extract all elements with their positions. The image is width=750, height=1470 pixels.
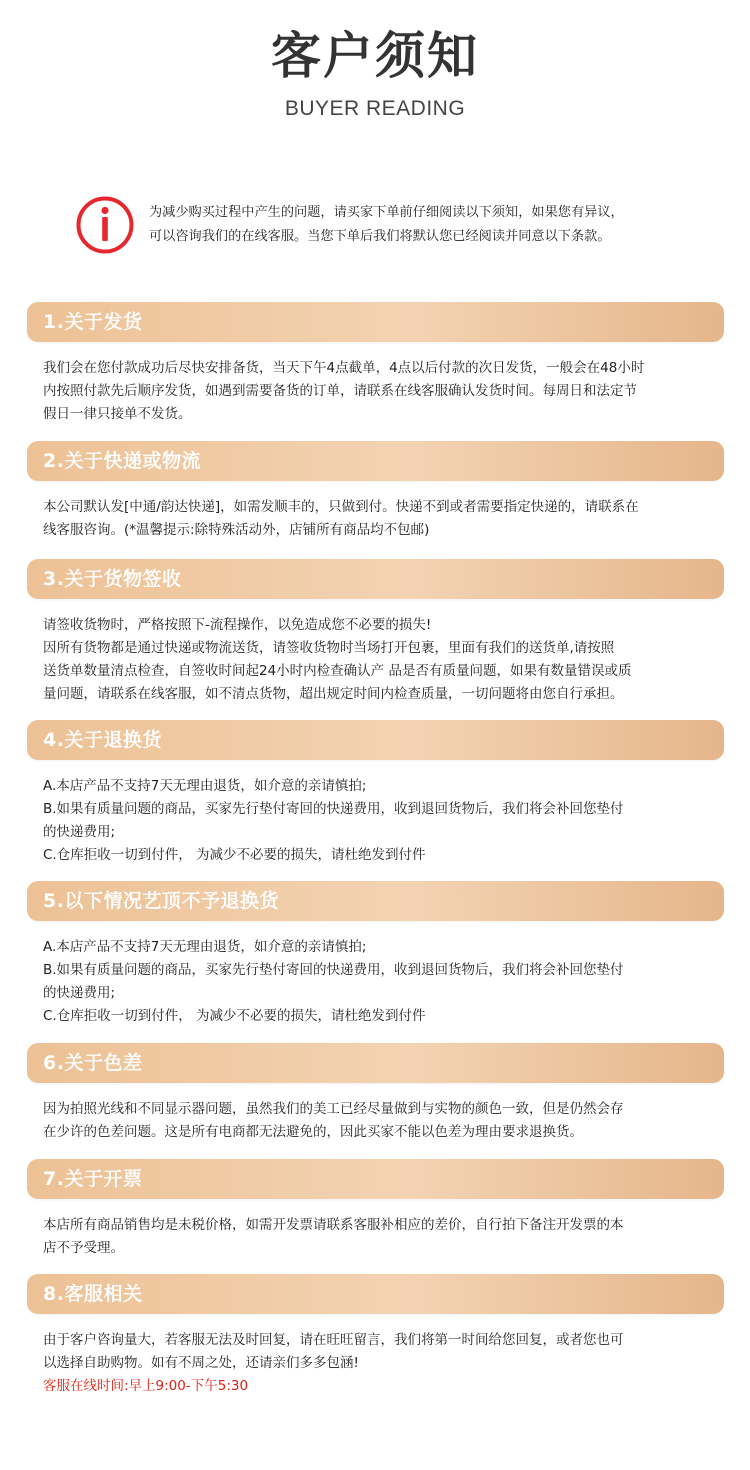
body-line: A.本店产品不支持7天无理由退货，如介意的亲请慎拍;: [43, 939, 367, 955]
notice-block: [75, 195, 725, 255]
section-heading: 6.关于色差: [43, 1052, 143, 1074]
section-heading: 3.关于货物签收: [43, 568, 182, 590]
body-line: C.仓库拒收一切到付件， 为减少不必要的损失，请杜绝发到付件: [43, 847, 426, 863]
body-line: 因为拍照光线和不同显示器问题，虽然我们的美工已经尽量做到与实物的颜色一致，但是仍然会存: [43, 1101, 624, 1117]
notice-text: [149, 201, 719, 249]
body-line: 由于客户咨询量大，若客服无法及时回复，请在旺旺留言，我们将第一时间给您回复，或者您也可: [43, 1332, 624, 1348]
body-line: 我们会在您付款成功后尽快安排备货，当天下午4点截单，4点以后付款的次日发货，一般会在48小时: [43, 360, 645, 376]
section-header-color: [27, 1043, 724, 1083]
body-line: 送货单数量清点检查，自签收时间起24小时内检查确认产 品是否有质量问题，如果有数量错误或质: [43, 663, 632, 679]
section-heading: 2.关于快递或物流: [43, 450, 201, 472]
section-header-delivery: [27, 441, 724, 481]
body-line: 的快递费用;: [43, 985, 116, 1001]
body-line: 因所有货物都是通过快递或物流送货，请签收货物时当场打开包裹，里面有我们的送货单,请按照: [43, 640, 615, 656]
section-header-invoice: [27, 1159, 724, 1199]
section-header-no-returns: [27, 881, 724, 921]
section-body-returns: [43, 775, 713, 867]
section-body-service: [43, 1329, 713, 1398]
section-header-service: [27, 1274, 724, 1314]
service-hours: 客服在线时间:早上9:00-下午5:30: [43, 1378, 249, 1394]
page-title: 客户须知: [271, 27, 479, 85]
body-line: 在少许的色差问题。这是所有电商都无法避免的，因此买家不能以色差为理由要求退换货。: [43, 1124, 583, 1140]
body-line: 量问题，请联系在线客服，如不清点货物，超出规定时间内检查质量，一切问题将由您自行承担。: [43, 686, 624, 702]
notice-line: 为减少购买过程中产生的问题，请买家下单前仔细阅读以下须知，如果您有异议，: [149, 205, 624, 220]
body-line: 本店所有商品销售均是未税价格，如需开发票请联系客服补相应的差价，自行拍下备注开发票的本: [43, 1217, 624, 1233]
body-line: 线客服咨询。(*温馨提示:除特殊活动外，店铺所有商品均不包邮): [43, 522, 430, 538]
section-body-no-returns: [43, 936, 713, 1028]
body-line: 以选择自助购物。如有不周之处，还请亲们多多包涵!: [43, 1355, 359, 1371]
body-line: C.仓库拒收一切到付件， 为减少不必要的损失，请杜绝发到付件: [43, 1008, 426, 1024]
body-line: 请签收货物时，严格按照下-流程操作，以免造成您不必要的损失!: [43, 617, 432, 633]
body-line: 店不予受理。: [43, 1240, 124, 1256]
section-body-shipping: [43, 357, 713, 426]
section-body-color: [43, 1098, 713, 1144]
page-subtitle: BUYER READING: [284, 97, 466, 120]
body-line: 的快递费用;: [43, 824, 116, 840]
section-header-returns: [27, 720, 724, 760]
section-heading: 4.关于退换货: [43, 729, 162, 751]
info-icon: [75, 195, 135, 255]
section-body-receipt: [43, 614, 713, 706]
section-header-shipping: [27, 302, 724, 342]
section-heading: 7.关于开票: [43, 1168, 143, 1190]
body-line: B.如果有质量问题的商品，买家先行垫付寄回的快递费用，收到退回货物后，我们将会补回您垫付: [43, 962, 624, 978]
section-heading: 1.关于发货: [43, 311, 143, 333]
section-heading: 5.以下情况艺顶不予退换货: [43, 890, 279, 912]
section-body-delivery: [43, 496, 713, 542]
body-line: 本公司默认发[中通/韵达快递]，如需发顺丰的，只做到付。快递不到或者需要指定快递的，请联系在: [43, 499, 639, 515]
section-header-receipt: [27, 559, 724, 599]
section-body-invoice: [43, 1214, 713, 1260]
body-line: 内按照付款先后顺序发货，如遇到需要备货的订单，请联系在线客服确认发货时间。每周日和法定节: [43, 383, 637, 399]
body-line: B.如果有质量问题的商品，买家先行垫付寄回的快递费用，收到退回货物后，我们将会补回您垫付: [43, 801, 624, 817]
section-heading: 8.客服相关: [43, 1283, 143, 1305]
body-line: A.本店产品不支持7天无理由退货，如介意的亲请慎拍;: [43, 778, 367, 794]
notice-line: 可以咨询我们的在线客服。当您下单后我们将默认您已经阅读并同意以下条款。: [149, 229, 611, 244]
body-line: 假日一律只接单不发货。: [43, 406, 192, 422]
